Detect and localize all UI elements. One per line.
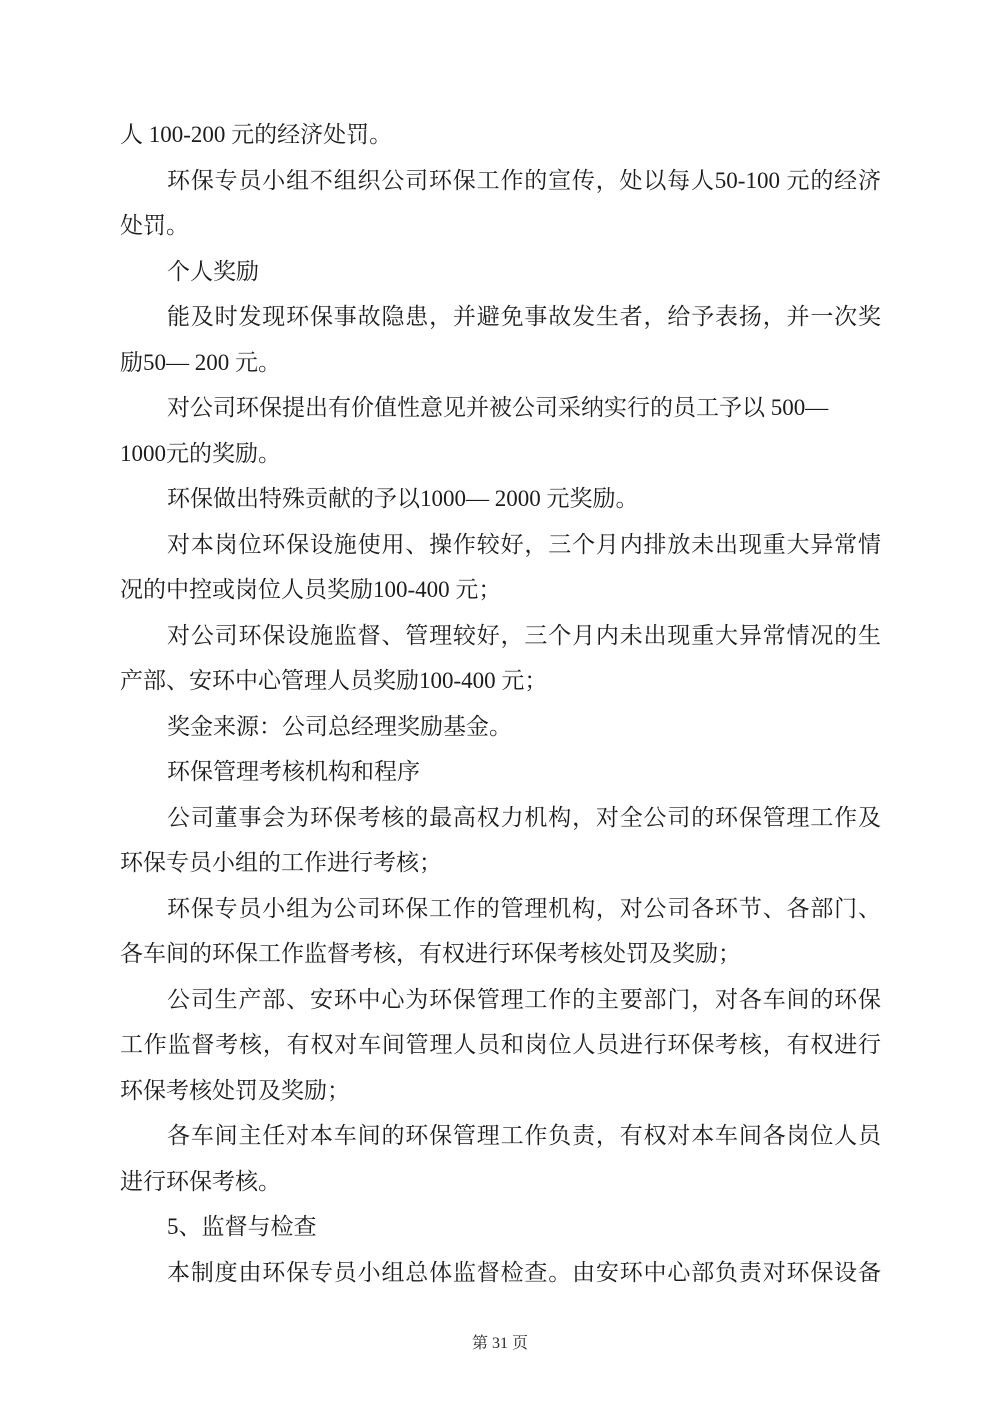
text-line: 环保专员小组的工作进行考核； <box>120 850 442 875</box>
text-line: 奖金来源：公司总经理奖励基金。 <box>167 713 512 739</box>
text-line: 公司生产部、安环中心为环保管理工作的主要部门，对各车间的环保 <box>167 986 881 1012</box>
text-line: 本制度由环保专员小组总体监督检查。由安环中心部负责对环保设备 <box>167 1259 881 1285</box>
text-line: 个人奖励 <box>167 258 259 284</box>
text-line: 对公司环保设施监督、管理较好，三个月内未出现重大异常情况的生 <box>167 622 881 648</box>
text-line: 1000元的奖励。 <box>120 440 281 466</box>
text-line: 工作监督考核，有权对车间管理人员和岗位人员进行环保考核，有权进行 <box>120 1032 881 1057</box>
document-body <box>120 112 881 1295</box>
text-line: 环保考核处罚及奖励； <box>120 1077 350 1103</box>
text-line: 产部、安环中心管理人员奖励100-400 元； <box>120 668 548 693</box>
text-line: 励50— 200 元。 <box>120 349 281 375</box>
text-line: 对公司环保提出有价值性意见并被公司采纳实行的员工予以 500— <box>167 395 829 420</box>
text-line: 处罚。 <box>120 213 189 238</box>
page-number-footer: 第 31 页 <box>471 1335 528 1352</box>
text-line: 环保做出特殊贡献的予以1000— 2000 元奖励。 <box>167 486 639 511</box>
text-line: 况的中控或岗位人员奖励100-400 元； <box>120 577 502 602</box>
text-line: 各车间的环保工作监督考核，有权进行环保考核处罚及奖励； <box>120 941 741 966</box>
text-line: 5、监督与检查 <box>167 1214 317 1239</box>
text-line: 环保管理考核机构和程序 <box>167 759 420 784</box>
text-line: 进行环保考核。 <box>120 1168 281 1194</box>
text-line: 环保专员小组为公司环保工作的管理机构，对公司各环节、各部门、 <box>167 895 881 921</box>
text-line: 能及时发现环保事故隐患，并避免事故发生者，给予表扬，并一次奖 <box>167 304 881 329</box>
text-line: 公司董事会为环保考核的最高权力机构，对全公司的环保管理工作及 <box>167 804 881 830</box>
text-line: 对本岗位环保设施使用、操作较好，三个月内排放未出现重大异常情 <box>167 531 881 557</box>
text-line: 环保专员小组不组织公司环保工作的宣传，处以每人50-100 元的经济 <box>167 167 881 193</box>
text-line: 人 100-200 元的经济处罚。 <box>120 122 393 147</box>
text-line: 各车间主任对本车间的环保管理工作负责，有权对本车间各岗位人员 <box>167 1123 881 1148</box>
